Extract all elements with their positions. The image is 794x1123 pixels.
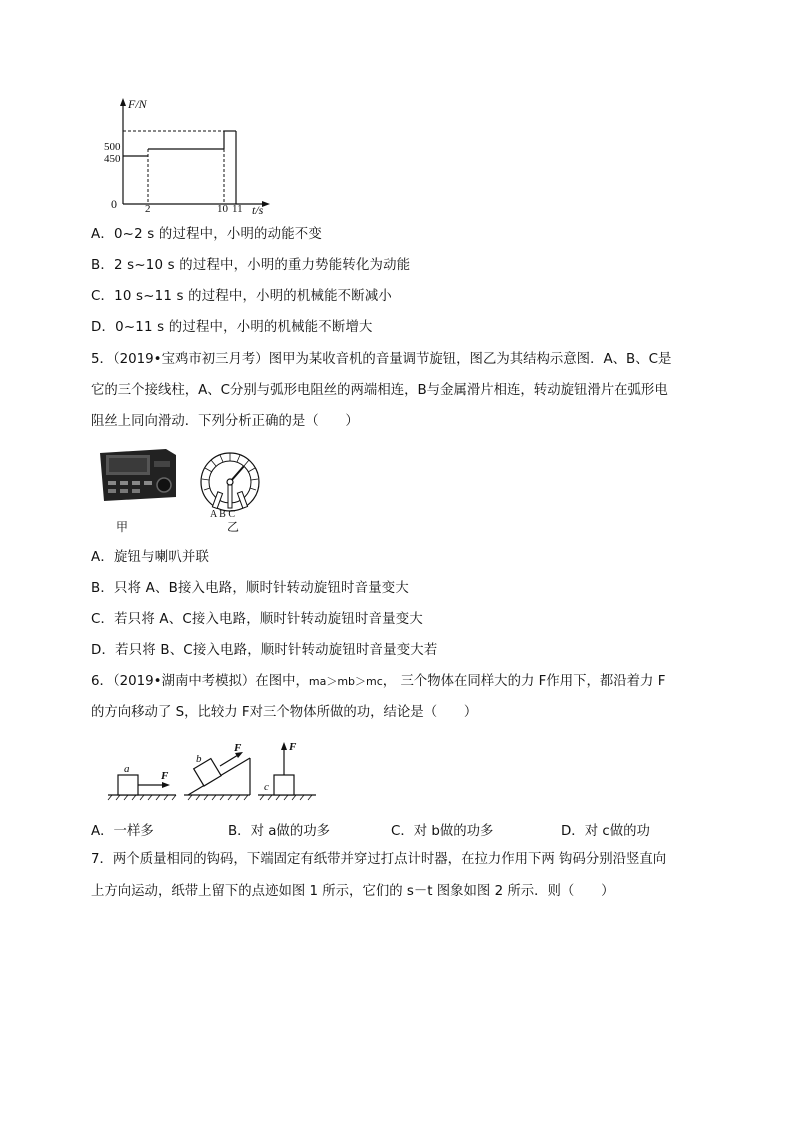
y-tick-450: 450 — [104, 153, 121, 165]
q6-option-d: D．对 c做的功 — [561, 824, 650, 839]
x-tick-10: 10 — [217, 203, 228, 215]
q5-option-b: B．只将 A、B接入电路，顺时针转动旋钮时音量变大 — [91, 581, 409, 596]
q7-line1: 7．两个质量相同的钩码，下端固定有纸带并穿过打点计时器，在拉力作用下两 钩码分别沿竖直向 — [91, 852, 667, 867]
force-time-graph — [100, 92, 280, 220]
y-axis-arrow — [120, 98, 126, 106]
q6-option-c: C．对 b做的功多 — [391, 824, 494, 839]
q5-stem-line1: 5．（2019•宝鸡市初三月考）图甲为某收音机的音量调节旋钮，图乙为其结构示意图．A、B、C是 — [91, 352, 672, 367]
q6-option-a: A．一样多 — [91, 824, 154, 839]
q6-stem-line2: 的方向移动了 S，比较力 F对三个物体所做的功，结论是（ ） — [91, 705, 478, 720]
q4-option-b: B．2 s~10 s 的过程中，小明的重力势能转化为动能 — [91, 258, 411, 273]
fig-label-jia: 甲 — [116, 520, 129, 534]
force-label-a: F — [161, 770, 169, 782]
q5-option-a: A．旋钮与喇叭并联 — [91, 550, 210, 565]
label-c: c — [264, 781, 269, 793]
force-label-b: F — [234, 742, 242, 754]
q5-option-d: D．若只将 B、C接入电路，顺时针转动旋钮时音量变大若 — [91, 643, 438, 658]
fig-label-yi: 乙 — [227, 520, 240, 534]
x-tick-11: 11 — [232, 203, 243, 215]
q5-option-c: C．若只将 A、C接入电路，顺时针转动旋钮时音量变大 — [91, 612, 423, 627]
q6-stem-prefix: 6．（2019•湖南中考模拟）在图中， — [91, 674, 309, 689]
y-tick-500: 500 — [104, 141, 121, 153]
q4-option-a: A．0~2 s 的过程中，小明的动能不变 — [91, 227, 322, 242]
origin-label: 0 — [111, 197, 117, 211]
radio-photo — [96, 445, 180, 507]
q6-mass-relation: ma＞mb＞mc — [308, 675, 383, 688]
three-objects-figure — [104, 740, 324, 802]
q6-options-row — [91, 820, 711, 838]
q6-stem-line1 — [91, 673, 665, 691]
q7-line2: 上方向运动，纸带上留下的点迹如图 1 所示，它们的 s－t 图象如图 2 所示．则（ ） — [91, 884, 615, 899]
q6-option-b: B．对 a做的功多 — [228, 824, 330, 839]
q4-option-c: C．10 s~11 s 的过程中，小明的机械能不断减小 — [91, 289, 393, 304]
label-a: a — [124, 763, 130, 775]
force-label-c: F — [289, 741, 297, 753]
q4-option-d: D．0~11 s 的过程中，小明的机械能不断增大 — [91, 320, 373, 335]
q5-stem-line2: 它的三个接线柱，A、C分别与弧形电阻丝的两端相连，B与金属滑片相连，转动旋钮滑片在弧形电 — [91, 383, 668, 398]
q6-stem-suffix: ， 三个物体在同样大的力 F作用下，都沿着力 F — [382, 674, 666, 689]
y-axis-label: F/N — [128, 97, 147, 111]
q5-stem-line3: 阻丝上同向滑动．下列分析正确的是（ ） — [91, 414, 359, 429]
label-b: b — [196, 753, 202, 765]
x-tick-2: 2 — [145, 203, 151, 215]
x-axis-label: t/s — [252, 203, 264, 217]
terminal-labels: A B C — [210, 509, 236, 520]
